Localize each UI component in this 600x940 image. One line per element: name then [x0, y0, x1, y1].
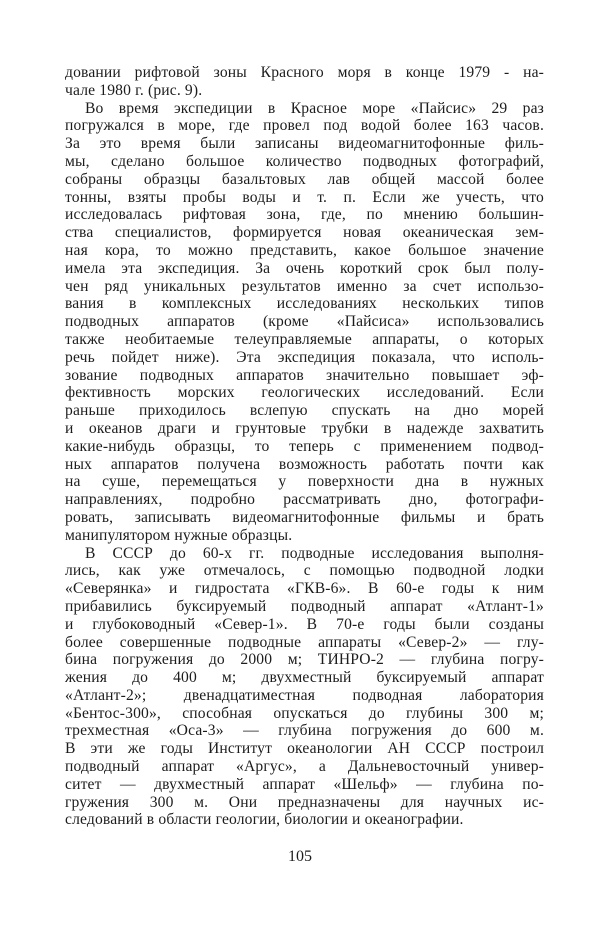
text-line: какие-нибудь образцы, то теперь с применением подвод- [65, 437, 544, 455]
text-line: погружался в море, где провел под водой более 163 часов. [65, 117, 544, 135]
text-line: исследовалась рифтовая зона, где, по мнению большин- [65, 206, 544, 224]
page-number: 105 [288, 848, 312, 865]
text-line: чен ряд уникальных результатов именно за счет использо- [65, 277, 544, 295]
text-line: следований в области геологии, биологии и океанографии. [65, 811, 464, 829]
text-line: подводный аппарат «Аргус», а Дальневосточный универ- [65, 758, 544, 776]
text-line: зование подводных аппаратов значительно повышает эф- [65, 366, 544, 384]
text-line: подводных аппаратов (кроме «Пайсиса» использовались [65, 313, 544, 331]
text-line: имела эта экспедиция. За очень короткий срок был полу- [65, 259, 544, 277]
text-line: В СССР до 60-х гг. подводные исследования выполня- [85, 544, 544, 562]
text-line: тонны, взяты пробы воды и т. п. Если же учесть, что [65, 188, 544, 206]
text-line: ная кора, то можно представить, какое большое значение [65, 241, 544, 259]
text-line: дoвании рифтовой зоны Красного моря в конце 1979 - на- [65, 64, 544, 81]
text-line: и глубоководный «Север-1». В 70-е годы были созданы [65, 615, 544, 633]
text-line: ных аппаратов получена возможность работать почти как [65, 455, 544, 473]
text-line: «Северянка» и гидростата «ГКВ-6». В 60-е годы к ним [65, 580, 544, 598]
text-line: более совершенные подводные аппараты «Север-2» — глу- [65, 633, 544, 651]
text-line: речь пойдет ниже). Эта экспедиция показала, что исполь- [65, 348, 544, 366]
text-line: жения до 400 м; двухместный буксируемый аппарат [65, 669, 544, 687]
paragraph [65, 545, 544, 830]
text-line: собраны образцы базальтовых лав общей массой более [65, 170, 544, 188]
text-line: ства специалистов, формируется новая океаническая зем- [65, 224, 544, 242]
text-line: трехместная «Оса-3» — глубина погружения до 600 м. [65, 722, 544, 740]
text-line: манипулятором нужные образцы. [65, 526, 293, 544]
text-line: «Бентос-300», способная опускаться до глубины 300 м; [65, 704, 544, 722]
text-line: За это время были записаны видеомагнитофонные филь- [65, 135, 544, 153]
text-line: фективность морских геологических исследований. Если [65, 384, 544, 402]
text-line: и океанов драги и грунтовые трубки в надежде захватить [65, 419, 544, 437]
text-line: раньше приходилось вслепую спускать на дно морей [65, 402, 544, 420]
body-text [65, 64, 544, 829]
text-line: «Атлант-2»; двенадцатиместная подводная лаборатория [65, 686, 544, 704]
text-line: гружения 300 м. Они предназначены для научных ис- [65, 793, 544, 811]
text-line: ровать, записывать видеомагнитофонные фильмы и брать [65, 508, 544, 526]
paragraph [65, 64, 544, 100]
paragraph [65, 100, 544, 545]
text-line: направлениях, подробно рассматривать дно, фотографи- [65, 491, 544, 509]
text-line: Во время экспедиции в Красное море «Пайсис» 29 раз [85, 99, 544, 117]
text-line: вания в комплексных исследованиях нескольких типов [65, 295, 544, 313]
text-line: также необитаемые телеуправляемые аппараты, о которых [65, 330, 544, 348]
text-line: прибавились буксируемый подводный аппарат «Атлант-1» [65, 597, 544, 615]
text-line: В эти же годы Институт океанологии АН СССР построил [65, 740, 544, 758]
text-line: ситет — двухместный аппарат «Шельф» — глубина по- [65, 775, 544, 793]
text-line: чале 1980 г. (рис. 9). [65, 81, 203, 99]
text-line: мы, сделано большое количество подводных фотографий, [65, 152, 544, 170]
text-line: бина погружения до 2000 м; ТИНРО-2 — глубина погру- [65, 651, 544, 669]
text-line: лись, как уже отмечалось, с помощью подводной лодки [65, 562, 544, 580]
text-line: на суше, перемещаться у поверхности дна в нужных [65, 473, 544, 491]
